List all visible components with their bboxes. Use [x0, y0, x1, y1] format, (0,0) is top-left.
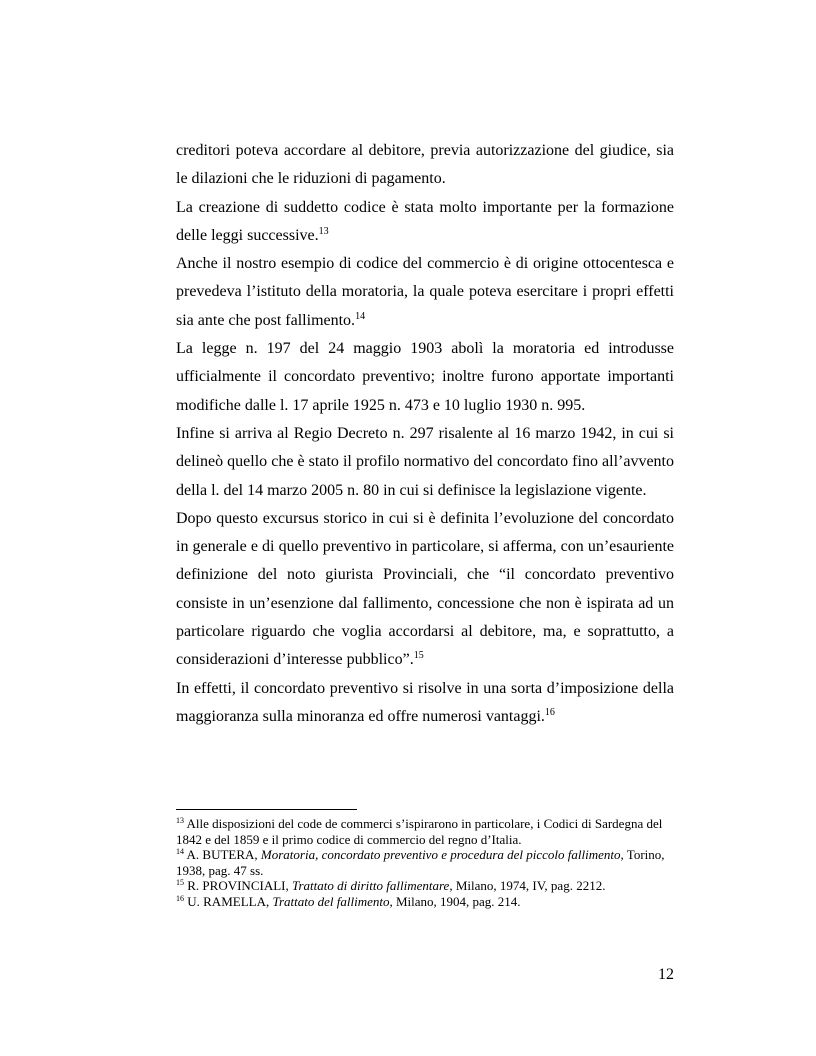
- page-number: 12: [658, 966, 674, 983]
- footnote-number: 13: [176, 816, 184, 825]
- body-text: [176, 137, 674, 731]
- footnote-ref[interactable]: 15: [413, 650, 424, 662]
- footnote-separator: [176, 809, 357, 810]
- paragraph: Dopo questo excursus storico in cui si è definita l’evoluzione del concordato in generale e di quello preventivo in particolare, si afferma, con un’esauriente definizione del noto giurista Provinciali, che “il concordato preventivo consiste in un’esenzione dal fallimento, concessione che non è ispirata ad un particolare riguardo che voglia accordarsi al debitore, ma, e soprattutto, a considerazioni d’interesse pubblico”.$^{15}$: [176, 509, 674, 669]
- citation-title: Trattato del fallimento,: [272, 893, 393, 909]
- footnote-ref[interactable]: 16: [544, 706, 555, 718]
- footnotes: [176, 816, 676, 910]
- paragraph: Infine si arriva al Regio Decreto n. 297 risalente al 16 marzo 1942, in cui si delineò quello che è stato il profilo normativo del concordato fino all’avvento della l. del 14 marzo 2005 n. 80 in cui si definisce la legislazione vigente.: [176, 424, 674, 499]
- paragraph: In effetti, il concordato preventivo si risolve in una sorta d’imposizione della maggioranza sulla minoranza ed offre numerosi vantaggi.$^{16}$: [176, 679, 674, 725]
- footnote: $^{13}$ Alle disposizioni del code de commerci s’ispirarono in particolare, i Codici di Sardegna del 1842 e del 1859 e il primo codice di commercio del regno d’Italia.: [176, 816, 663, 847]
- paragraph: Anche il nostro esempio di codice del commercio è di origine ottocentesca e prevedeva l’istituto della moratoria, la quale poteva esercitare i propri effetti sia ante che post fallimento.$^{14}$: [176, 255, 674, 329]
- citation-title: Trattato di diritto fallimentare,: [291, 878, 453, 894]
- footnote-number: 16: [176, 893, 184, 903]
- footnote-ref[interactable]: 14: [355, 310, 366, 322]
- footnote-number: 14: [176, 847, 184, 857]
- footnote: $^{16}$ U. RAMELLA, Trattato del fallimento, Milano, 1904, pag. 214.: [176, 893, 521, 909]
- paragraph: creditori poteva accordare al debitore, previa autorizzazione del giudice, sia le dilazioni che le riduzioni di pagamento.: [176, 142, 674, 188]
- paragraph: La creazione di suddetto codice è stata molto importante per la formazione delle leggi successive.$^{13}$: [176, 198, 674, 244]
- footnote-ref[interactable]: 13: [318, 225, 329, 237]
- footnote: $^{15}$ R. PROVINCIALI, Trattato di diritto fallimentare, Milano, 1974, IV, pag. 2212.: [176, 878, 606, 894]
- footnote-number: 15: [176, 878, 184, 888]
- paragraph: La legge n. 197 del 24 maggio 1903 abolì la moratoria ed introdusse ufficialmente il concordato preventivo; inoltre furono apportate importanti modifiche dalle l. 17 aprile 1925 n. 473 e 10 luglio 1930 n. 995.: [176, 340, 674, 414]
- footnote: $^{14}$ A. BUTERA, Moratoria, concordato preventivo e procedura del piccolo fallimento, Torino, 1938, pag. 47 ss.: [176, 847, 665, 878]
- citation-title: Moratoria, concordato preventivo e procedura del piccolo fallimento,: [260, 847, 624, 863]
